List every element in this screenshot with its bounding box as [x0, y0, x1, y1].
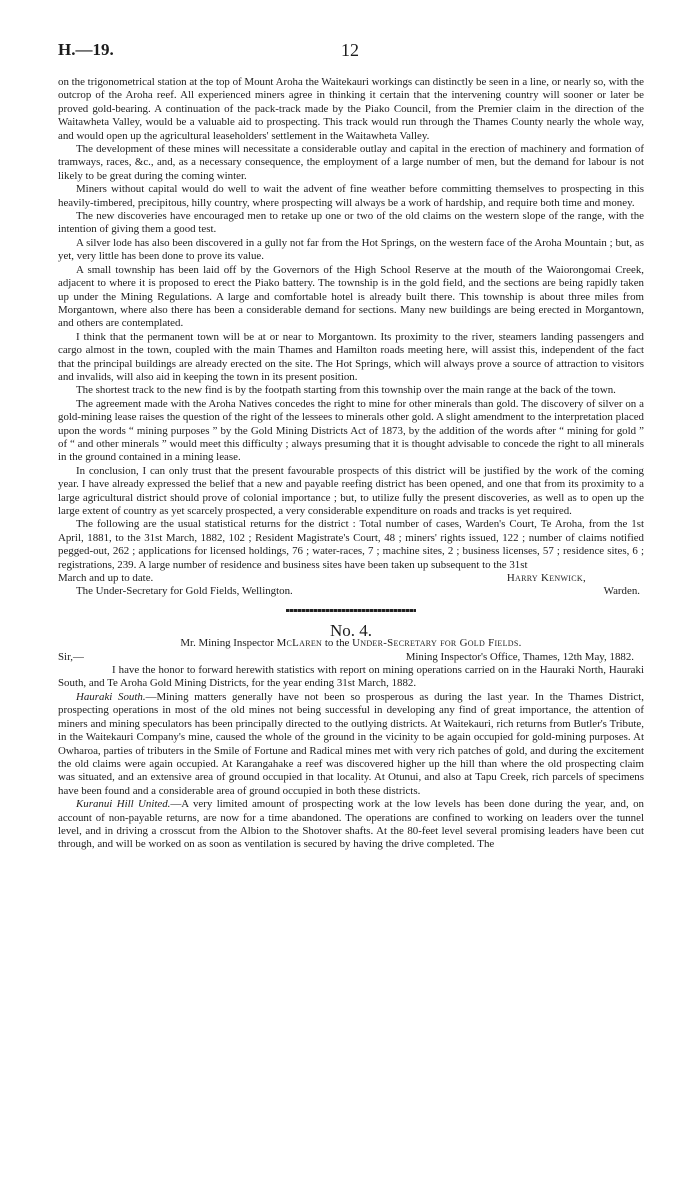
paragraph: The new discoveries have encouraged men to retake up one or two of the old claims on the western slope of the range, with the intention of giving them a good test. [58, 210, 644, 236]
body-text [58, 76, 644, 852]
subtitle-prefix: Mr. Mining Inspector [180, 637, 274, 650]
signature-left-text: March and up to date. [58, 572, 154, 585]
paragraph: A silver lode has also been discovered in a gully not far from the Hot Springs, on the western face of the Aroha Mountain ; but, as yet, very little has been done to prove its value. [58, 236, 644, 263]
addressee: The Under-Secretary for Gold Fields, Wellington. [76, 585, 293, 598]
hauraki-paragraph [58, 691, 644, 798]
signatory-name: Harry Kenwick, [506, 572, 586, 585]
salutation: Sir,— [58, 650, 84, 663]
section-subtitle [58, 637, 644, 650]
hauraki-text: —Mining matters generally have not been so prosperous as during the last year. In the Thames District, prospecting operations in most of the old mines not being successful in developing any find of great importance, the attention of miners and mining speculators has been principally directed to the outlying districts. At Waitekauri, rich returns from Butler's Tribute, in the Waitekauri Company's mine, caused the whole of the ground in the vicinity to be again occupied for gold-mining purposes. At Owharoa, parties of tributers in the Smile of Fortune and Radical mines met with very rich patches of gold, and during the excitement the old claims were again occupied. At Karangahake a reef was discovered higher up the hill than where the old prospecting claim was situated, and an extensive area of ground occupied in that locality. At Otunui, and also at Tapu Creek, rich parcels of specimens have been found and a considerable area of ground occupied in both these districts. [58, 690, 644, 797]
place-date: Mining Inspector's Office, Thames, 12th May, 1882. [405, 650, 634, 663]
subtitle-name: McLaren [276, 637, 323, 650]
hauraki-label: Hauraki South. [76, 690, 146, 703]
kuranui-text: —A very limited amount of prospecting work at the low levels has been done during the year, and, on account of non-payable returns, are now for a time abandoned. The operations are confined to working on leaders over the tunnel level, and in driving a crosscut from the Albion to the Shotover shafts. At the 80-feet level several promising leaders have been cut through, and will be worked on as soon as ventilation is secured by having the drive completed. The [58, 798, 644, 851]
paragraph: The development of these mines will necessitate a considerable outlay and capital in the erection of machinery and formation of tramways, races, &c., and, as a necessary consequence, the employment of a large number of men, but the demand for labour is not likely to be great during the coming winter. [58, 143, 644, 182]
kuranui-label: Kuranui Hill United. [76, 798, 171, 811]
paragraph: I think that the permanent town will be at or near to Morgantown. Its proximity to the river, steamers landing passengers and cargo almost in the town, coupled with the main Thames and Hamilton roads meeting here, will assist this, independent of the fact that the principal buildings are already erected on the site. The Hot Springs, which will always prove a source of attraction to visitors and invalids, will also aid in keeping the town in its present position. [58, 330, 644, 383]
salutation-row [58, 651, 644, 664]
intro-paragraph: I have the honor to forward herewith statistics with report on mining operations carried on in the Hauraki North, Hauraki South, and Te Aroha Gold Mining Districts, for the year ending 31st March, 1882. [58, 664, 644, 690]
addressee-line [58, 585, 644, 598]
subtitle-recipient: Under-Secretary for Gold Fields. [352, 637, 522, 650]
paragraph: Miners without capital would do well to wait the advent of fine weather before committing themselves to prospecting in this heavily-timbered, precipitous, hilly country, where prospecting will always be a work of hardship, and require both time and money. [58, 183, 644, 209]
paragraph: The agreement made with the Aroha Natives concedes the right to mine for other minerals than gold. The discovery of silver on a gold-mining lease raises the question of the right of the lessees to minerals other gold. A slight amendment to the interpretation placed upon the words “ mining purposes ” by the Gold Mining Districts Act of 1873, by the addition of the words after “ mining for gold ” of “ and other minerals ” would meet this difficulty ; always presuming that it is thought advisable to concede the right to all minerals in the ground contained in a mining lease. [58, 397, 644, 464]
page-number: 12 [341, 40, 359, 60]
paragraph: A small township has been laid off by the Governors of the High School Reserve at the mouth of the Waiorongomai Creek, adjacent to where it is proposed to erect the Piako battery. The township is in the gold field, and the sections are being rapidly taken up under the Mining Regulations. A large and comfortable hotel is already built there. This township is about three miles from Morgantown, where also there has been a considerable demand for sections. Many new buildings are being erected in Morgantown, and others are contemplated. [58, 263, 644, 330]
kuranui-paragraph [58, 798, 644, 852]
paragraph: The following are the usual statistical returns for the district : Total number of cases, Warden's Court, Te Aroha, from the 1st April, 1881, to the 31st March, 1882, 102 ; Resident Magistrate's Court, 48 ; miners' rights issued, 122 ; number of claims notified pegged-out, 262 ; applications for licensed holdings, 76 ; water-races, 7 ; machine sites, 2 ; business licenses, 57 ; residence sites, 6 ; registrations, 239. A large number of residence and business sites have been taken up subsequent to the 31st [58, 518, 644, 571]
paragraph: In conclusion, I can only trust that the present favourable prospects of this district will be justified by the work of the coming year. I have already expressed the belief that a new and payable reefing district has been opened, and one that from its proximity to a large agricultural district should prove of colonial importance ; but, to utilize fully the present discoveries, as well as to open up the large extent of country as yet scarcely prospected, a very considerable expenditure on roads and tracks is yet required. [58, 464, 644, 517]
paragraph: The shortest track to the new find is by the footpath starting from this township over the main range at the back of the town. [76, 384, 616, 397]
signature-line [58, 572, 644, 585]
section-divider [286, 609, 416, 612]
paragraph: on the trigonometrical station at the top of Mount Aroha the Waitekauri workings can distinctly be seen in a line, or nearly so, with the outcrop of the Aroha reef. All experienced miners agree in thinking it certain that the intervening country will sooner or later be proved gold-bearing. A continuation of the pack-track made by the Piako Council, from the Premier claim in the direction of the Waitawheta Valley, would be a valuable aid to prospecting. This track would run through the Thames County nearly the whole way, and would open up the agricultural leaseholders' settlement in the Waitawheta Valley. [58, 76, 644, 142]
section-number: No. 4. [329, 620, 373, 640]
signatory-title: Warden. [603, 585, 640, 598]
document-reference: H.—19. [58, 40, 114, 59]
subtitle-mid: to the [324, 637, 350, 650]
